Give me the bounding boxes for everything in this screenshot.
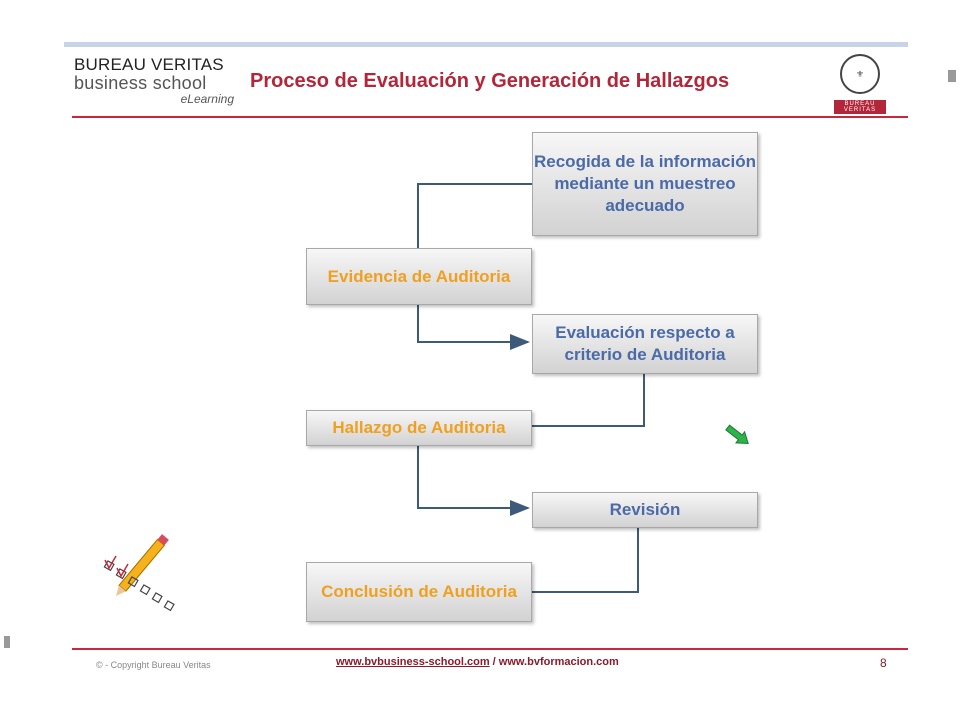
connector-revision-conclusion	[532, 528, 638, 592]
box-recogida: Recogida de la información mediante un muestreo adecuado	[532, 132, 758, 236]
footer-divider	[72, 648, 908, 650]
seal-tag: BUREAU VERITAS	[834, 100, 886, 114]
link-separator: /	[489, 656, 499, 668]
box-evaluacion: Evaluación respecto a criterio de Auditoria	[532, 314, 758, 374]
link-bvformacion[interactable]: www.bvformacion.com	[498, 656, 619, 668]
green-arrow-icon	[723, 422, 752, 449]
box-hallazgo: Hallazgo de Auditoria	[306, 410, 532, 446]
box-evidencia: Evidencia de Auditoria	[306, 248, 532, 305]
page-number: 8	[880, 656, 887, 670]
connector-evaluacion-hallazgo	[532, 374, 644, 426]
connector-evidencia-recogida	[418, 184, 532, 248]
box-revision: Revisión	[532, 492, 758, 528]
side-marker-top	[948, 70, 956, 82]
slide	[64, 40, 908, 680]
slide-title: Proceso de Evaluación y Generación de Hallazgos	[250, 70, 730, 92]
pencil-checklist-icon	[104, 534, 174, 610]
connector-evidencia-evaluacion	[418, 305, 528, 342]
box-conclusion: Conclusión de Auditoria	[306, 562, 532, 622]
side-marker-bottom	[4, 636, 10, 648]
brand-elearning: eLearning	[180, 92, 234, 106]
connector-hallazgo-revision	[418, 446, 528, 508]
brand-school: business school	[74, 73, 207, 93]
footer-links	[336, 656, 619, 668]
copyright-text: © - Copyright Bureau Veritas	[96, 660, 211, 670]
link-bvbusiness-school[interactable]: www.bvbusiness-school.com	[336, 656, 490, 668]
bureau-veritas-seal-icon: ⚜ BUREAU VERITAS	[834, 54, 886, 118]
brand-name: BUREAU VERITAS	[74, 55, 224, 74]
